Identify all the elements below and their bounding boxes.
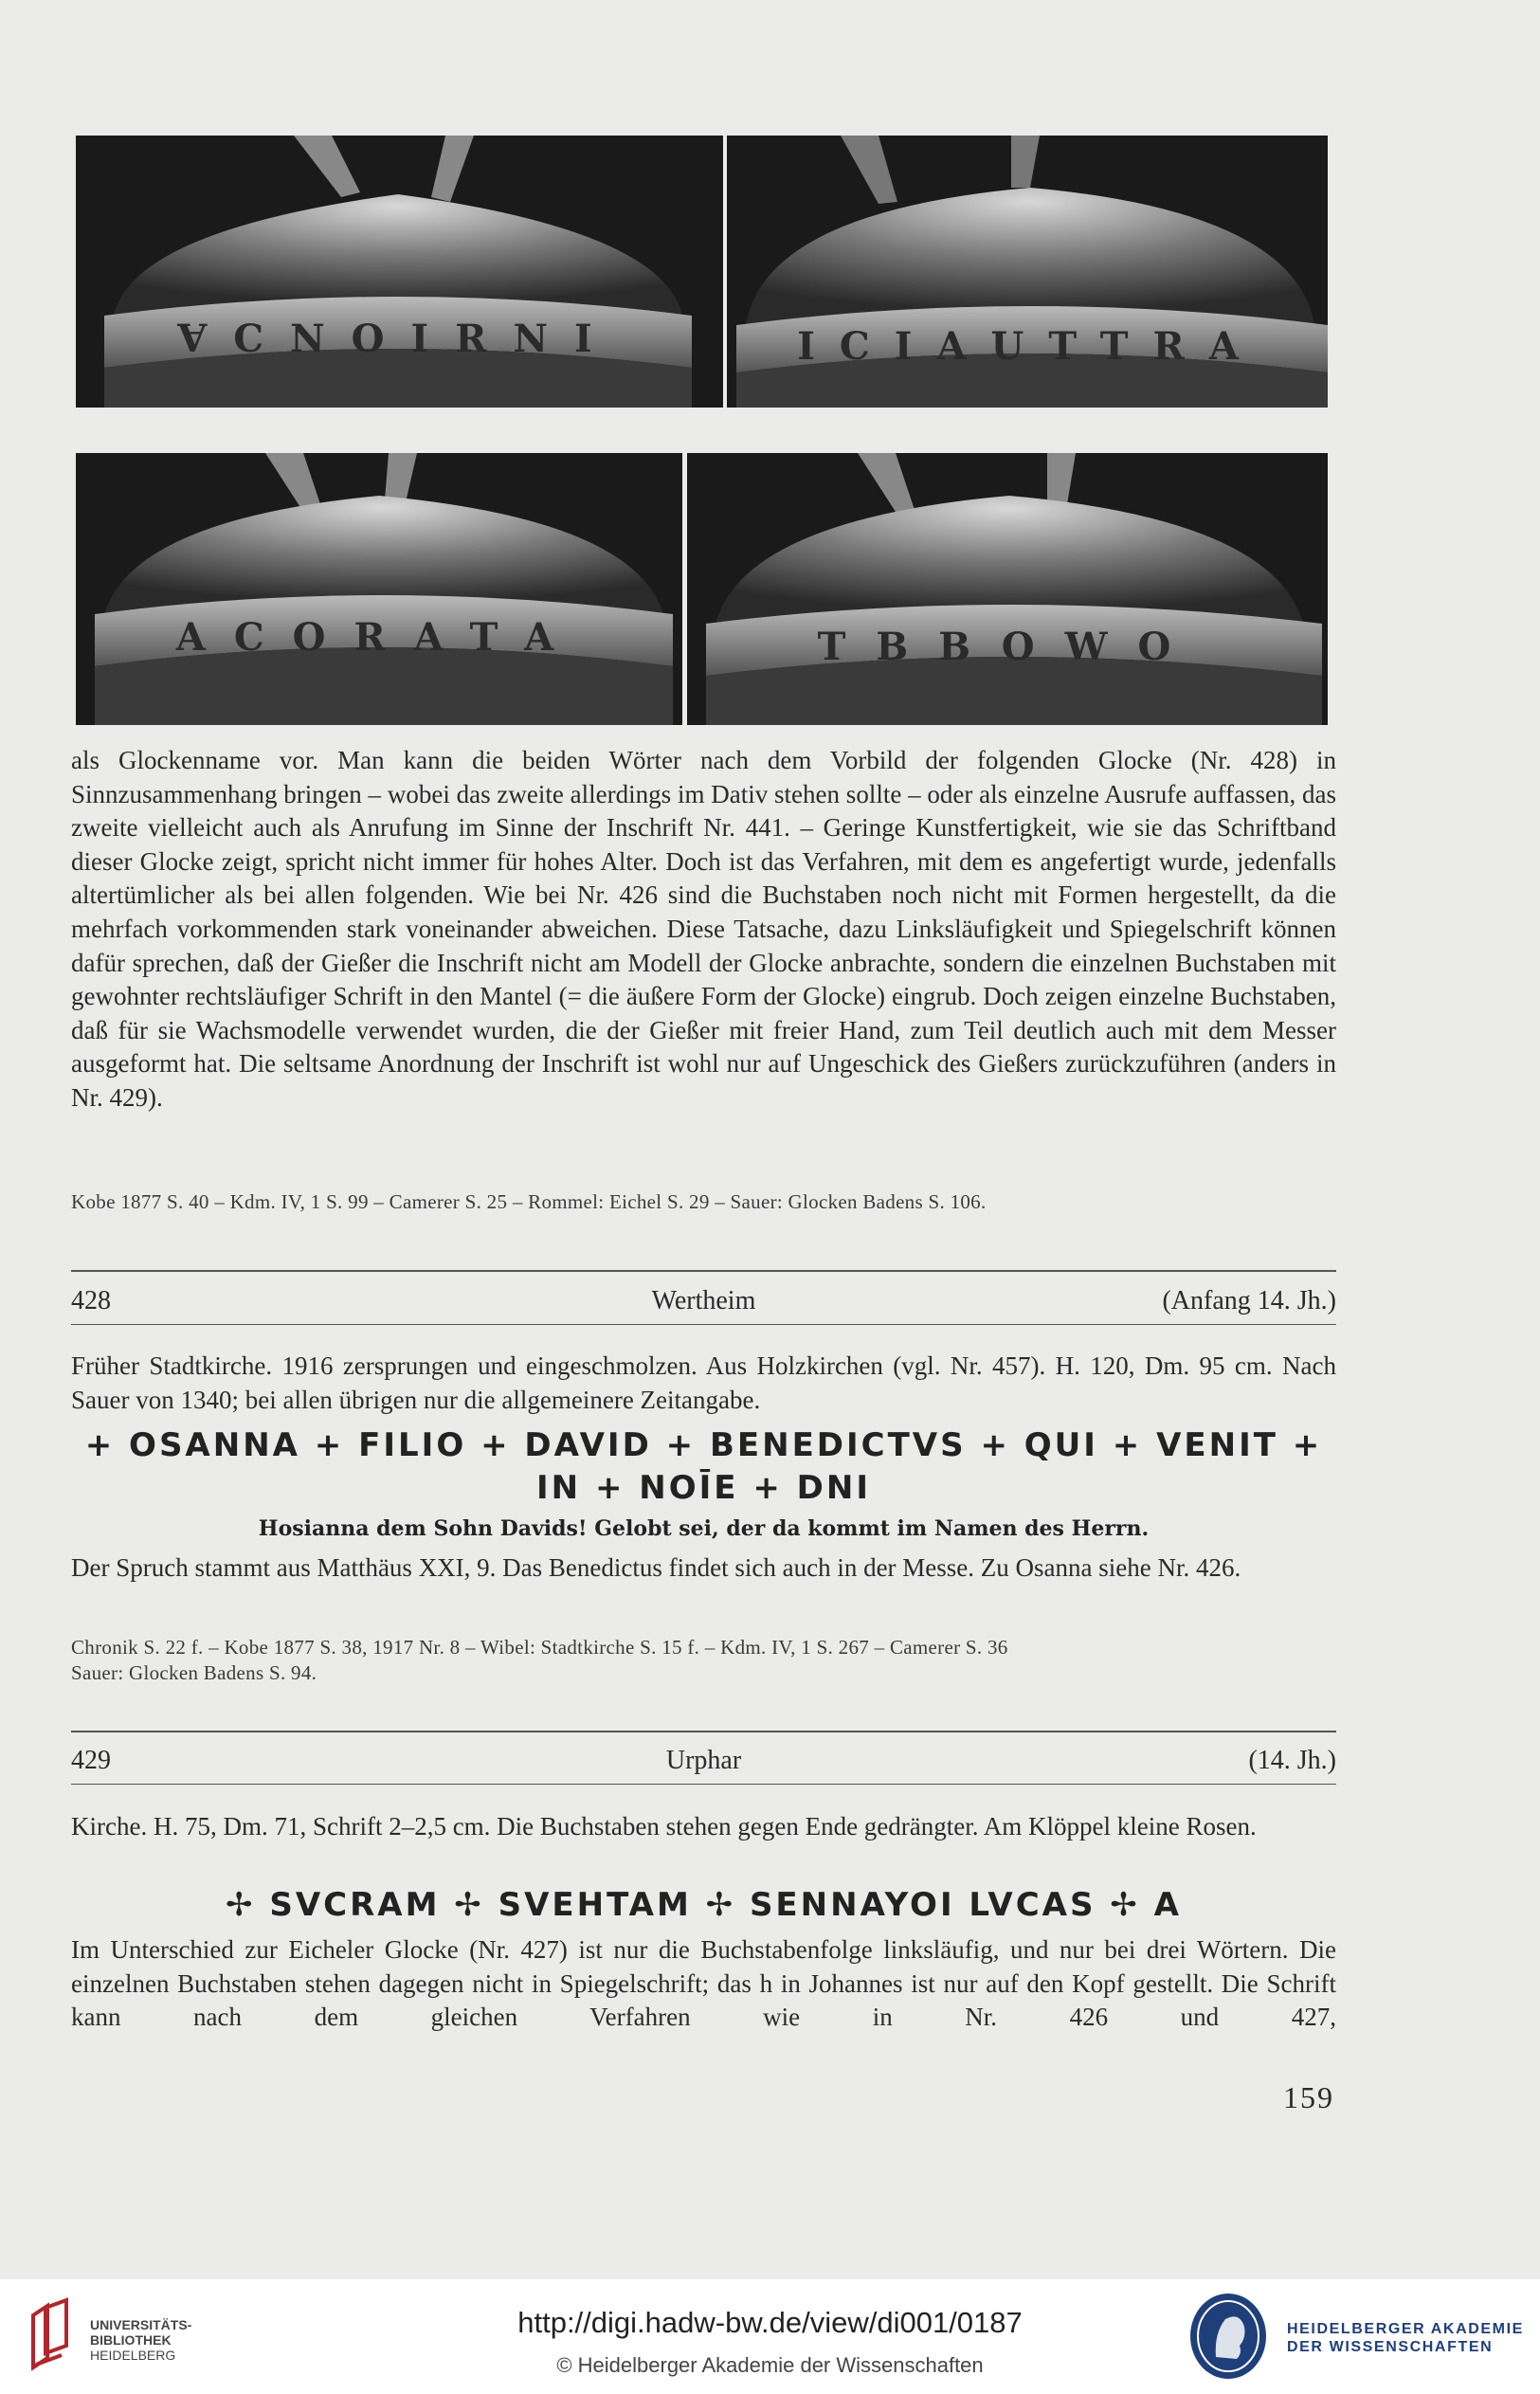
- entry-429-note-block: [71, 1933, 1336, 2035]
- intro-text-block: [71, 744, 1336, 1115]
- entry-428-note-block: [71, 1551, 1336, 1586]
- rule-428-top: [71, 1270, 1336, 1272]
- entry-429-desc-block: [71, 1810, 1336, 1844]
- copyright-notice: © Heidelberger Akademie der Wissenschaften: [556, 2353, 984, 2377]
- entry-428-refs-line1: Chronik S. 22 f. – Kobe 1877 S. 38, 1917 Nr. 8 – Wibel: Stadtkirche S. 15 f. – Kdm. IV, 1 S. 267 – Camerer S. 36: [71, 1636, 1008, 1659]
- ub-line1: UNIVERSITÄTS-: [90, 2317, 192, 2332]
- viewer-footer: [0, 2279, 1540, 2394]
- had-line1: HEIDELBERGER AKADEMIE: [1287, 2321, 1524, 2337]
- bell-photo-top-right: [727, 136, 1328, 408]
- had-line2: DER WISSENSCHAFTEN: [1287, 2339, 1494, 2355]
- intro-paragraph: als Glockenname vor. Man kann die beiden Wörter nach dem Vorbild der folgenden Glocke (Nr. 428) in Sinnzusammenhang bringen – wobei das zweite allerdings im Dativ stehen sollte – oder als einzelne Ausrufe auffassen, das zweite vielleicht auch als Anrufung im Sinne der Inschrift Nr. 441. – Geringe Kunstfertigkeit, wie sie das Schriftband dieser Glocke zeigt, spricht nicht immer für hohes Alter. Doch ist das Verfahren, mit dem es angefertigt wurde, jedenfalls altertümlicher als bei allen folgenden. Wie bei Nr. 426 sind die Buchstaben noch nicht mit Formen hergestellt, da die mehrfach vorkommenden stark voneinander abweichen. Diese Tatsache, dazu Linksläufigkeit und Spiegelschrift können dafür sprechen, daß der Gießer die Inschrift nicht am Modell der Glocke anbrachte, sondern die einzelnen Buchstaben mit gewohnter rechtsläufiger Schrift in den Mantel (= die äußere Form der Glocke) eingrub. Doch zeigen einzelne Buchstaben, daß für sie Wachsmodelle verwendet wurden, die der Gießer mit freier Hand, zum Teil deutlich auch mit dem Messer ausgeformt hat. Die seltsame Anordnung der Inschrift ist wohl nur auf Ungeschick des Gießers zurückzuführen (anders in Nr. 429).: [71, 746, 1336, 1112]
- ub-line2: BIBLIOTHEK: [90, 2332, 172, 2348]
- entry-place: Wertheim: [651, 1286, 756, 1315]
- bell-photo-bottom-right: [687, 453, 1328, 725]
- intro-references: Kobe 1877 S. 40 – Kdm. IV, 1 S. 99 – Camerer S. 25 – Rommel: Eichel S. 29 – Sauer: Glocken Badens S. 106.: [71, 1190, 987, 1213]
- entry-429-header: [71, 1746, 1336, 1778]
- entry-date: (14. Jh.): [1248, 1746, 1336, 1775]
- ub-line3: HEIDELBERG: [90, 2348, 176, 2363]
- entry-428-references: [71, 1635, 1336, 1686]
- entry-428-refs-line2: Sauer: Glocken Badens S. 94.: [71, 1661, 317, 1684]
- entry-place: Urphar: [665, 1746, 742, 1775]
- entry-428-inscription-line1: + OSANNA + FILIO + DAVID + BENEDICTVS + QUI + VENIT +: [84, 1426, 1323, 1464]
- svg-text:TBBOWO: TBBOWO: [817, 625, 1202, 669]
- rule-429-top: [71, 1731, 1336, 1732]
- permalink-url[interactable]: http://digi.hadw-bw.de/view/di001/0187: [517, 2306, 1023, 2339]
- entry-date: (Anfang 14. Jh.): [1162, 1286, 1336, 1315]
- svg-text:ACORATA: ACORATA: [175, 615, 583, 660]
- page-number: 159: [1283, 2080, 1334, 2114]
- rule-428-bottom: [71, 1324, 1336, 1325]
- bell-photo-bottom-left: [76, 453, 682, 725]
- entry-number: 428: [71, 1286, 111, 1315]
- entry-428-inscription-line2: IN + NOĪE + DNI: [536, 1469, 871, 1507]
- entry-429-inscription: ✢ SVCRAM ✢ SVEHTAM ✢ SENNAYOI LVCAS ✢ A: [226, 1886, 1182, 1924]
- rule-429-bottom: [71, 1784, 1336, 1785]
- svg-text:ⱯCNOIRNI: ⱯCNOIRNI: [177, 317, 619, 361]
- entry-428-desc-block: [71, 1350, 1336, 1417]
- academy-name: [1287, 2320, 1524, 2356]
- entry-428-note: Der Spruch stammt aus Matthäus XXI, 9. Das Benedictus findet sich auch in der Messe. Zu Osanna siehe Nr. 426.: [71, 1553, 1241, 1582]
- entry-429-description: Kirche. H. 75, Dm. 71, Schrift 2–2,5 cm. Die Buchstaben stehen gegen Ende gedrängter. Am Klöppel kleine Rosen.: [71, 1812, 1257, 1841]
- academy-seal-icon: [1187, 2291, 1269, 2382]
- entry-429-note: Im Unterschied zur Eicheler Glocke (Nr. 427) ist nur die Buchstabenfolge linksläufig, und nur bei drei Wörtern. Die einzelnen Buchstaben stehen dagegen nicht in Spiegelschrift; das h in Johannes ist nur auf den Kopf gestellt. Die Schrift kann nach dem gleichen Verfahren wie in Nr. 426 und 427,: [71, 1935, 1336, 2032]
- entry-428-description: Früher Stadtkirche. 1916 zersprungen und eingeschmolzen. Aus Holzkirchen (vgl. Nr. 457). H. 120, Dm. 95 cm. Nach Sauer von 1340; bei allen übrigen nur die allgemeinere Zeitangabe.: [71, 1351, 1336, 1414]
- svg-text:ICIAUTTRA: ICIAUTTRA: [797, 324, 1263, 369]
- entry-428-translation: Hosianna dem Sohn Davids! Gelobt sei, der da kommt im Namen des Herrn.: [258, 1516, 1150, 1541]
- entry-428-header: [71, 1286, 1336, 1318]
- bell-photo-top-left: [76, 136, 723, 408]
- entry-number: 429: [71, 1746, 111, 1775]
